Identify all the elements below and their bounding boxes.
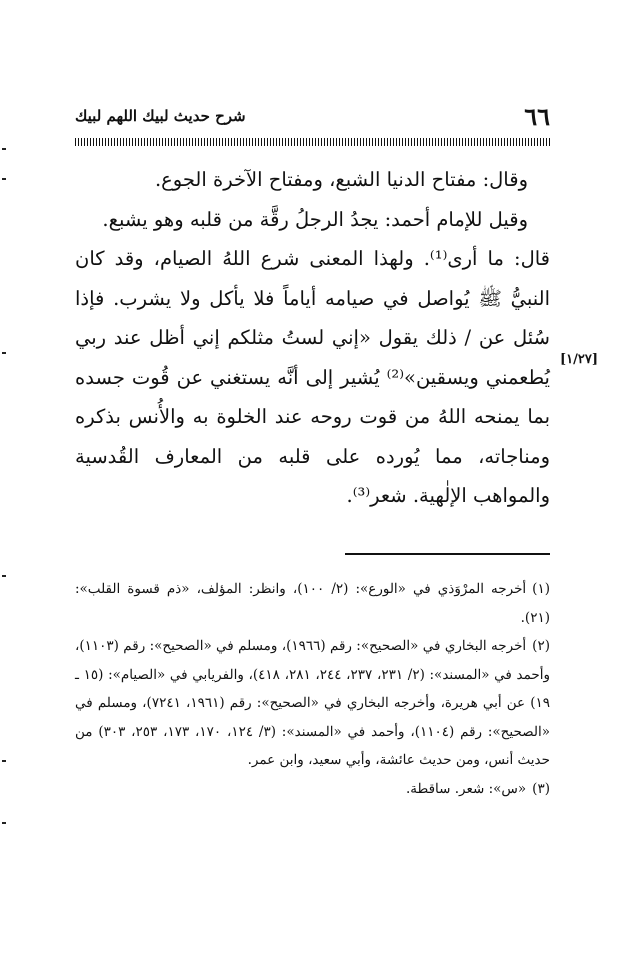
page-header — [75, 102, 550, 132]
paragraph-2: وقيل للإمام أحمد: يجدُ الرجلُ رقَّة من قلبه وهو يشبع. — [102, 207, 528, 231]
footnote-separator — [345, 553, 550, 555]
scan-edge-mark — [2, 822, 6, 824]
footnotes — [75, 575, 550, 803]
footnote-number: (٣) — [532, 780, 550, 797]
header-rule — [75, 138, 550, 146]
running-title: شرح حديث لبيك اللهم لبيك — [75, 107, 246, 125]
footnote-text: أخرجه المرْوَذي في «الورع»: (٢/ ١٠٠)، وانظر: المؤلف، «ذم قسوة القلب»: (٢١). — [75, 581, 550, 626]
footnote-2 — [75, 632, 550, 775]
paragraph-3: قال: ما أرى⁽¹⁾. ولهذا المعنى شرع اللهُ الصيام، وقد كان النبيُّ ﷺ يُواصل في صيامه أياماً فلا يأكل ولا يشرب. فإذا سُئل عن / ذلك يقول «إني لستُ مثلكم إني أظل عند ربي يُطعمني ويسقين»⁽²⁾ يُشير إلى أنَّه يستغني عن قُوت جسده بما يمنحه اللهُ من قوت روحه عند الخلوة به والأُنس بذكره ومناجاته، مما يُورده على قلبه من المعارف القُدسية والمواهب الإلٰهية. شعر⁽³⁾. — [75, 247, 551, 507]
footnote-number: (٢) — [532, 638, 550, 654]
scan-edge-mark — [2, 575, 6, 577]
manuscript-page-reference: [١/٢٧] — [560, 352, 599, 367]
footnote-number: (١) — [532, 581, 550, 597]
footnote-1 — [75, 575, 550, 632]
footnote-3 — [75, 775, 550, 804]
page-number: ٦٦ — [524, 102, 550, 131]
paragraph-1: وقال: مفتاح الدنيا الشبع، ومفتاح الآخرة الجوع. — [154, 168, 528, 191]
scan-edge-mark — [2, 352, 6, 354]
footnote-text: «س»: شعر. ساقطة. — [405, 780, 527, 797]
footnote-text: أخرجه البخاري في «الصحيح»: رقم (١٩٦٦)، ومسلم في «الصحيح»: رقم (١١٠٣)، وأحمد في «المسند»: (٢/ ٢٣١، ٢٣٧، ٢٤٤، ٢٨١، ٤١٨)، والفريابي في «الصيام»: (١٥ ـ ١٩) عن أبي هريرة، وأخرجه البخاري في «الصحيح»: رقم (١٩٦١، ٧٢٤١)، ومسلم في «الصحيح»: رقم (١١٠٤)، وأحمد في «المسند»: (٣/ ١٢٤، ١٧٠، ١٧٣، ٢٥٣، ٣٠٣) من حديث أنس، ومن حديث عائشة، وأبي سعيد، وابن عمر. — [75, 638, 550, 768]
scan-edge-mark — [2, 760, 6, 762]
scan-edge-mark — [2, 148, 6, 150]
scan-edge-mark — [2, 178, 6, 180]
main-text — [75, 160, 550, 516]
